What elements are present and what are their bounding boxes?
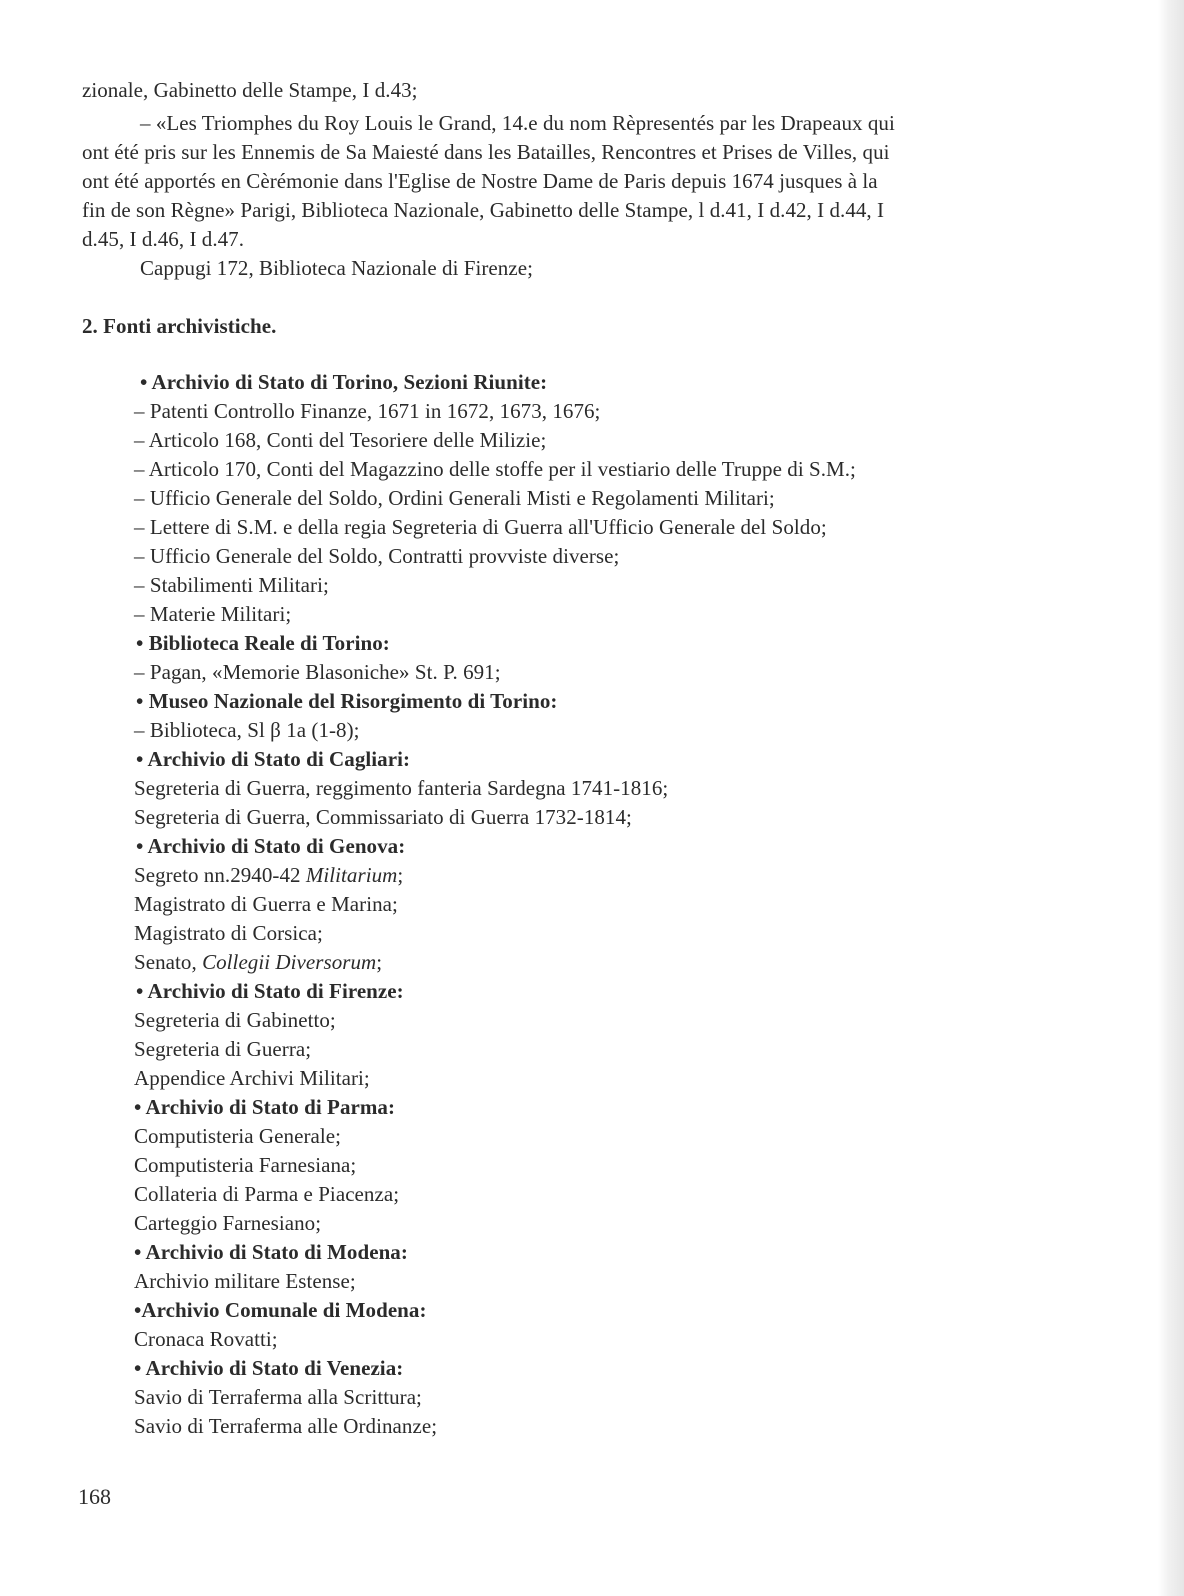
archive-item: Appendice Archivi Militari;	[134, 1066, 370, 1090]
archive-item: – Pagan, «Memorie Blasoniche» St. P. 691;	[134, 660, 501, 684]
archive-item: – Ufficio Generale del Soldo, Contratti provviste diverse;	[134, 544, 620, 568]
archive-title: •Archivio Comunale di Modena:	[134, 1298, 427, 1322]
archive-item: Segreteria di Guerra;	[134, 1037, 312, 1061]
archive-title: • Archivio di Stato di Cagliari:	[136, 747, 410, 771]
page-edge-shadow	[1158, 0, 1184, 1596]
intro-line: d.45, I d.46, I d.47.	[82, 227, 245, 251]
page-number: 168	[78, 1484, 111, 1509]
archive-title: • Archivio di Stato di Firenze:	[136, 979, 404, 1003]
item-italic: Collegii Diversorum	[202, 950, 377, 974]
archive-item: Magistrato di Corsica;	[134, 921, 323, 945]
archive-item: Computisteria Generale;	[134, 1124, 341, 1148]
archive-title: • Archivio di Stato di Parma:	[134, 1095, 395, 1119]
archive-item: Cronaca Rovatti;	[134, 1327, 278, 1351]
archive-item: – Lettere di S.M. e della regia Segreteria di Guerra all'Ufficio Generale del Soldo;	[134, 515, 827, 539]
intro-line: fin de son Règne» Parigi, Biblioteca Nazionale, Gabinetto delle Stampe, l d.41, I d.42, I d.44, I	[82, 198, 885, 222]
archive-item: – Patenti Controllo Finanze, 1671 in 1672, 1673, 1676;	[134, 399, 601, 423]
archive-item: – Materie Militari;	[134, 602, 292, 626]
archive-title: • Archivio di Stato di Venezia:	[134, 1356, 404, 1380]
archive-title: • Biblioteca Reale di Torino:	[136, 631, 390, 655]
archive-item: Segreteria di Guerra, Commissariato di Guerra 1732-1814;	[134, 805, 632, 829]
archive-item: – Articolo 168, Conti del Tesoriere delle Milizie;	[134, 428, 547, 452]
intro-line: Cappugi 172, Biblioteca Nazionale di Firenze;	[140, 256, 533, 280]
archive-title: • Museo Nazionale del Risorgimento di Torino:	[136, 689, 558, 713]
archive-item: Savio di Terraferma alle Ordinanze;	[134, 1414, 438, 1438]
archive-item: – Stabilimenti Militari;	[134, 573, 329, 597]
archive-item: Savio di Terraferma alla Scrittura;	[134, 1385, 422, 1409]
archive-item: – Biblioteca, Sl β 1a (1-8);	[134, 718, 360, 742]
item-text: Segreto nn.2940-42	[134, 863, 306, 887]
section-heading: 2. Fonti archivistiche.	[82, 314, 277, 338]
archive-title: • Archivio di Stato di Genova:	[136, 834, 406, 858]
archive-item: Magistrato di Guerra e Marina;	[134, 892, 398, 916]
archive-item: Segreteria di Guerra, reggimento fanteria Sardegna 1741-1816;	[134, 776, 669, 800]
archive-item: – Ufficio Generale del Soldo, Ordini Generali Misti e Regolamenti Militari;	[134, 486, 775, 510]
archive-item	[134, 950, 382, 974]
item-text: Senato,	[134, 950, 203, 974]
intro-line: ont été pris sur les Ennemis de Sa Maiesté dans les Batailles, Rencontres et Prises de Villes, qui	[82, 140, 890, 164]
archive-item: Carteggio Farnesiano;	[134, 1211, 322, 1235]
archive-item: Archivio militare Estense;	[134, 1269, 356, 1293]
item-italic: Militarium	[305, 863, 398, 887]
archive-item: Segreteria di Gabinetto;	[134, 1008, 336, 1032]
intro-line: ont été apportés en Cèrémonie dans l'Eglise de Nostre Dame de Paris depuis 1674 jusques à la	[82, 169, 878, 193]
intro-line: – «Les Triomphes du Roy Louis le Grand, 14.e du nom Rèpresentés par les Drapeaux qui	[140, 111, 895, 135]
archive-title: • Archivio di Stato di Torino, Sezioni Riunite:	[140, 370, 548, 394]
item-text: ;	[397, 863, 404, 887]
archive-item: Collateria di Parma e Piacenza;	[134, 1182, 400, 1206]
archive-item: – Articolo 170, Conti del Magazzino delle stoffe per il vestiario delle Truppe di S.M.;	[134, 457, 856, 481]
item-text: ;	[376, 950, 383, 974]
intro-line: zionale, Gabinetto delle Stampe, I d.43;	[82, 78, 418, 102]
archive-title: • Archivio di Stato di Modena:	[134, 1240, 408, 1264]
archive-item: Computisteria Farnesiana;	[134, 1153, 357, 1177]
archive-item	[134, 863, 403, 887]
